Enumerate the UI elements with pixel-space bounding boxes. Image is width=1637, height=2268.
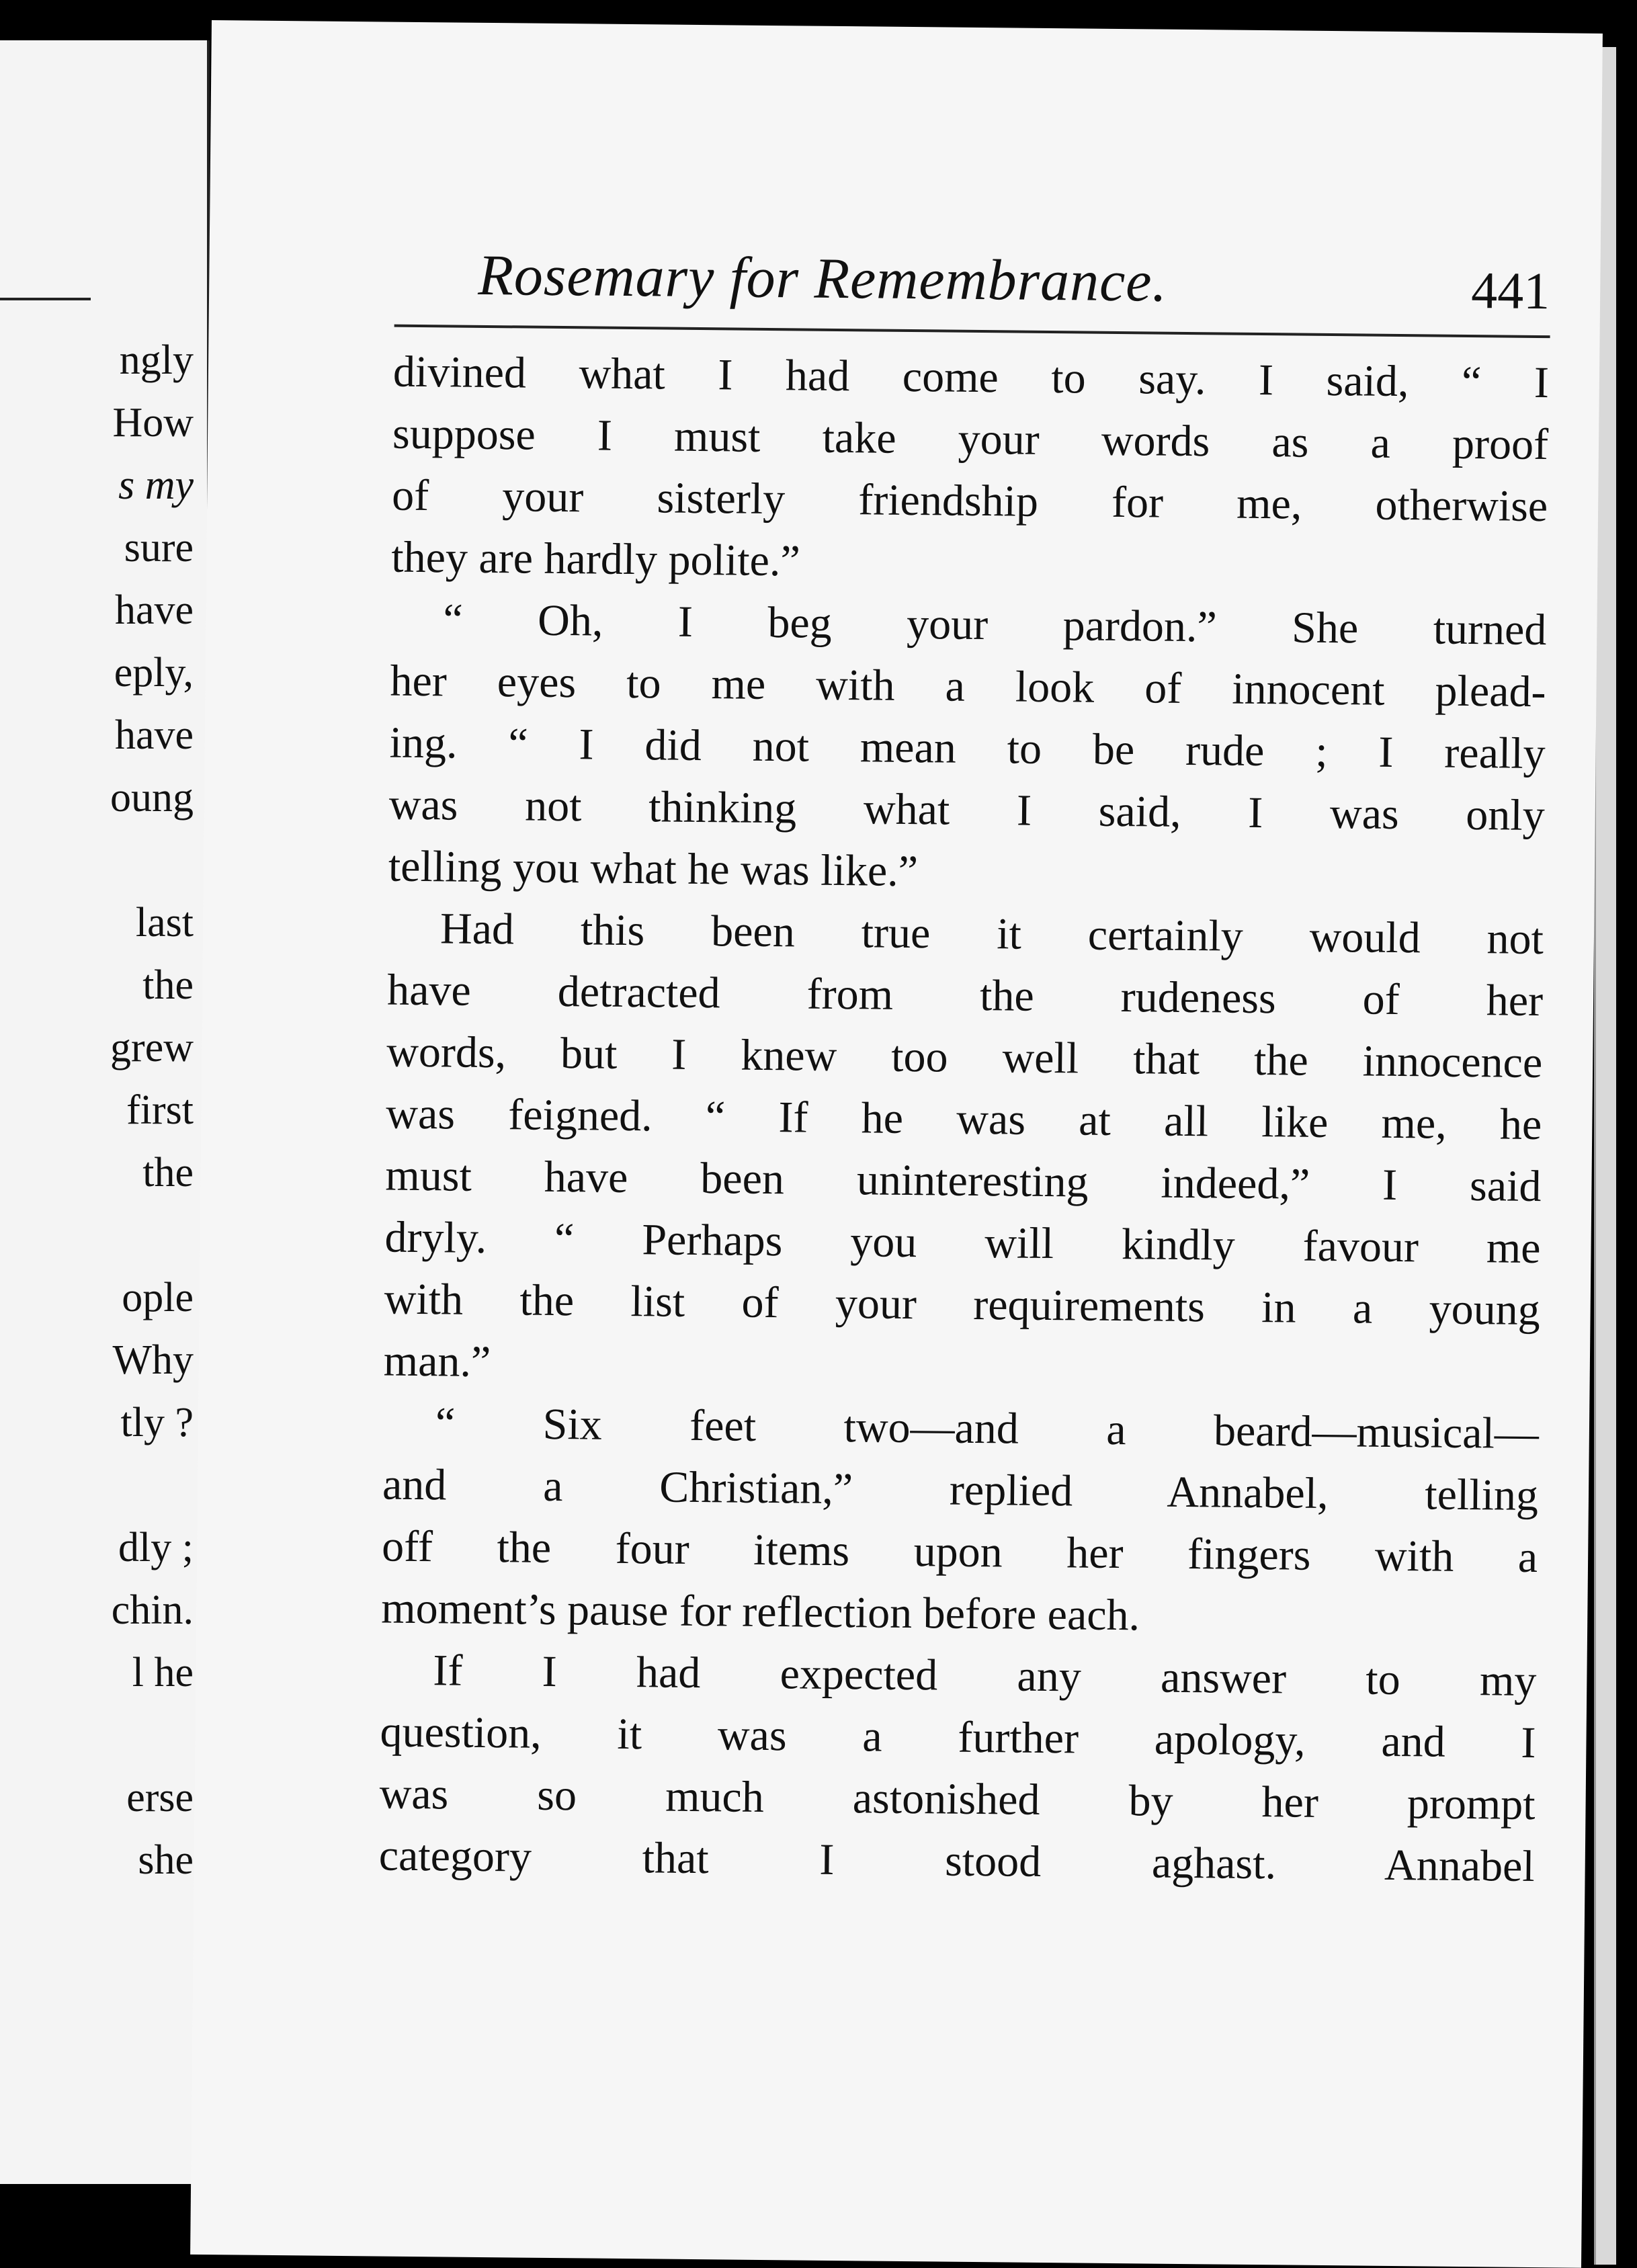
text-line: dryly. “ Perhaps you will kindly favour me — [384, 1212, 1541, 1273]
left-page-line: have — [114, 712, 194, 758]
text-line: of your sisterly friendship for me, otherwise — [391, 470, 1548, 532]
page-number: 441 — [1470, 261, 1550, 321]
left-page-line: eply, — [114, 650, 194, 696]
page-header — [477, 228, 1550, 321]
text-line: ing. “ I did not mean to be rude ; I really — [389, 718, 1546, 779]
text-line: “ Six feet two—and a beard—musical— — [435, 1398, 1540, 1459]
text-line: divined what I had come to say. I said, “ I — [392, 347, 1550, 408]
left-page-line: the — [142, 962, 194, 1008]
text-line: telling you what he was like.” — [388, 841, 919, 896]
text-line: words, but I knew too well that the innocence — [386, 1027, 1543, 1088]
left-page-line: tly ? — [120, 1400, 194, 1445]
text-line: suppose I must take your words as a proof — [392, 409, 1549, 470]
left-page-line: chin. — [111, 1587, 194, 1633]
text-line: and a Christian,” replied Annabel, telling — [382, 1460, 1539, 1521]
left-page-line: sure — [124, 525, 194, 571]
left-page-line: have — [114, 587, 194, 633]
text-line: must have been uninteresting indeed,” I said — [385, 1150, 1542, 1212]
text-line: they are hardly polite.” — [390, 532, 801, 586]
text-line: question, it was a further apology, and I — [380, 1707, 1536, 1768]
left-page-line: l he — [132, 1650, 194, 1695]
text-line: moment’s pause for reflection before each. — [380, 1583, 1140, 1640]
left-page-line: ngly — [119, 337, 194, 383]
text-line: off the four items upon her fingers with a — [381, 1521, 1538, 1583]
left-page-line: dly ; — [118, 1525, 194, 1570]
left-page-line: erse — [126, 1775, 194, 1820]
left-page-fragment — [0, 40, 210, 2184]
left-page-line: ople — [122, 1275, 194, 1320]
text-line: Had this been true it certainly would not — [439, 904, 1544, 964]
header-rule — [394, 325, 1550, 339]
book-page — [190, 20, 1603, 2268]
text-line: with the list of your requirements in a young — [384, 1274, 1541, 1335]
text-line: her eyes to me with a look of innocent plead- — [390, 656, 1546, 717]
left-page-rule — [0, 298, 91, 300]
text-line: “ Oh, I beg your pardon.” She turned — [443, 595, 1547, 655]
left-page-line: she — [138, 1837, 194, 1883]
left-page-line: the — [142, 1150, 194, 1195]
left-page-line: oung — [110, 775, 194, 821]
text-line: man.” — [383, 1336, 491, 1387]
left-page-line: Why — [112, 1337, 194, 1383]
left-page-line: s my — [118, 462, 194, 508]
body-text — [378, 341, 1549, 1898]
text-line: was not thinking what I said, I was only — [388, 780, 1546, 841]
text-line: If I had expected any answer to my — [433, 1646, 1537, 1706]
left-page-line: last — [135, 900, 194, 946]
left-page-line: first — [126, 1087, 194, 1133]
running-title: Rosemary for Remembrance. — [477, 242, 1168, 314]
text-line: category that I stood aghast. Annabel — [378, 1831, 1536, 1892]
text-line: was so much astonished by her prompt — [379, 1769, 1536, 1830]
text-line: have detracted from the rudeness of her — [386, 965, 1544, 1026]
text-line: was feigned. “ If he was at all like me, he — [386, 1089, 1542, 1150]
left-page-line: How — [112, 400, 194, 446]
left-page-line: grew — [110, 1025, 194, 1070]
